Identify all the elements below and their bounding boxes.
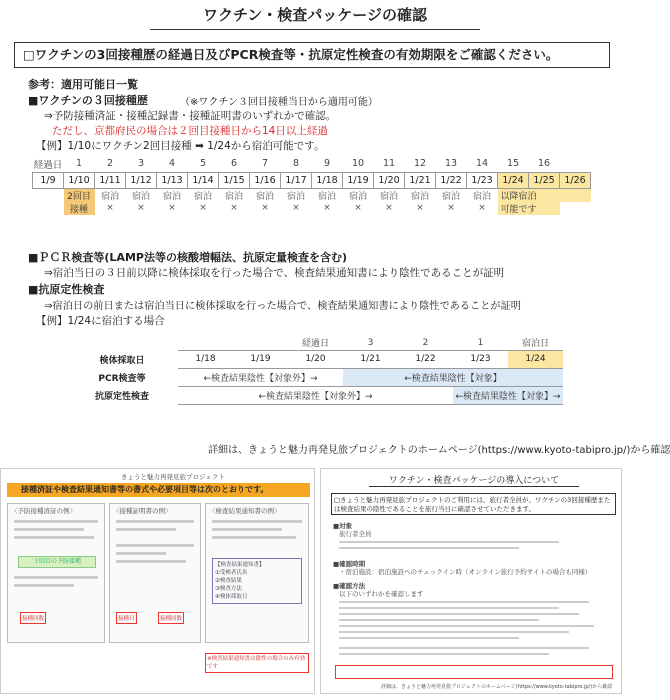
day-number: 1: [75, 158, 83, 170]
status-x: ×: [199, 203, 207, 213]
status-cell: 宿泊: [410, 191, 429, 202]
status-x: ×: [292, 203, 300, 213]
status-cell: 宿泊: [348, 191, 367, 202]
antigen-heading: ■抗原定性検査: [28, 283, 105, 296]
antigen-desc: ⇒宿泊日の前日または宿泊当日に検体採取を行った場合で、検査結果通知書により陰性であることが証明: [44, 301, 521, 312]
dose-date-note: 接種日: [116, 612, 137, 624]
doc-right-footer: 詳細は、きょうと魅力再発見旅プロジェクトのホームページ(https://www.kyoto-tabipro.jp/)から確認: [381, 684, 613, 690]
status-cell: 宿泊: [100, 191, 119, 202]
dose3-badge: ３回目の予防接種: [18, 556, 96, 568]
date-cell: 1/17: [281, 172, 312, 188]
date-cell: 1/16: [250, 172, 281, 188]
status-cell: 宿泊: [255, 191, 274, 202]
day-number: 11: [382, 158, 396, 170]
status-dose2-b: 接種: [64, 202, 95, 215]
vax-day-row: [33, 156, 591, 172]
doc-left-thumbnail: [0, 468, 315, 694]
day-number: 12: [413, 158, 427, 170]
date-cell: 1/13: [157, 172, 188, 188]
vax-note: （※ワクチン３回目接種当日から適用可能）: [180, 97, 378, 108]
section-timing-text: ・宿泊施設：宿泊施設へのチェックイン時（オンライン旅行予約サイトの場合も同様）: [339, 568, 592, 576]
elapsed-num: 1: [477, 337, 484, 348]
pcr-sample-row: [66, 350, 563, 368]
status-cell: 宿泊: [162, 191, 181, 202]
pcr-out: ←検査結果陰性【対象外】→: [178, 368, 343, 386]
day-number: 10: [351, 158, 365, 170]
status-dose2: 2回目: [64, 188, 95, 202]
sample-date: 1/23: [453, 350, 508, 368]
vax-date-table: [32, 156, 591, 215]
status-cell: 宿泊: [472, 191, 491, 202]
date-cell: 1/14: [188, 172, 219, 188]
sample-date: 1/19: [233, 350, 288, 368]
section-method-text: 以下のいずれかを確認します: [339, 590, 424, 598]
day-number: 4: [168, 158, 176, 170]
pcr-table: [66, 336, 563, 405]
status-cell: 宿泊: [193, 191, 212, 202]
day-number: 7: [261, 158, 269, 170]
date-cell: 1/12: [126, 172, 157, 188]
status-ok-b: 可能です: [498, 202, 560, 215]
vax-kyoto-note: ただし、京都府民の場合は２回目接種日から14日以上経過: [52, 125, 328, 137]
dose-count-note2: 接種回数: [158, 612, 184, 624]
status-x: ×: [137, 203, 145, 213]
pcr-heading: ■ＰＣＲ検査等(LAMP法等の核酸増幅法、抗原定量検査を含む): [28, 251, 347, 264]
date-cell: 1/23: [467, 172, 498, 188]
day-number: 8: [292, 158, 300, 170]
doc-left-bar: 接種済証や検査結果通知書等の書式や必要項目等は次のとおりです。: [7, 483, 310, 497]
sample-date: 1/18: [178, 350, 233, 368]
notice-box: □ワクチンの3回接種歴の経過日及びPCR検査等・抗原定性検査の有効期限をご確認ください。: [14, 42, 610, 68]
section-target: ■対象: [333, 522, 353, 530]
antigen-result-row: [66, 386, 563, 404]
sample-date: 1/24: [508, 350, 563, 368]
section-method: ■確認方法: [333, 582, 366, 590]
pcr-desc: ⇒宿泊当日の３日前以降に検体採取を行った場合で、検査結果通知書により陰性であることが証明: [44, 267, 505, 279]
vax-status-row: [33, 188, 591, 202]
vax-status-row2: [33, 202, 591, 215]
day-number: 14: [475, 158, 489, 170]
date-cell: 1/19: [343, 172, 374, 188]
negative-only-note: ※検査結果通知書は陰性の場合のみ有効です: [205, 653, 309, 673]
sample-date: 1/21: [343, 350, 398, 368]
vax-confirm: ⇒予防接種済証・接種記録書・接種証明書のいずれかで確認。: [44, 110, 337, 122]
pcr-result-row: [66, 368, 563, 386]
field-result: ②検査結果: [215, 578, 242, 584]
elapsed-num: 3: [367, 337, 374, 348]
field-method: ③検査方法: [215, 586, 242, 592]
dose-count-note: 接種回数: [20, 612, 46, 624]
day-number: 5: [199, 158, 207, 170]
more-info-text: 詳細は、きょうと魅力再発見旅プロジェクトのホームページ(https://www.kyoto-tabipro.jp/)から確認: [208, 445, 670, 456]
vax-days-label: 経過日: [33, 159, 63, 171]
sample-date: 1/22: [398, 350, 453, 368]
vax-example: 【例】1/10にワクチン2回目接種 ➡ 1/24から宿泊可能です。: [36, 140, 325, 152]
status-x: ×: [261, 203, 269, 213]
day-number: 15: [506, 158, 520, 170]
doc-right-thumbnail: [320, 468, 622, 694]
stay-day-label: 宿泊日: [521, 339, 549, 350]
section-timing: ■確認時期: [333, 560, 366, 568]
date-cell: 1/10: [64, 172, 95, 188]
test-result-fields: [212, 558, 302, 604]
status-x: ×: [106, 203, 114, 213]
row-antigen-label: 抗原定性検査: [94, 391, 149, 402]
status-ok: 以降宿泊: [498, 188, 560, 202]
certificate-card: [109, 503, 201, 643]
row-pcr-label: PCR検査等: [98, 373, 146, 384]
row-sample-label: 検体採取日: [99, 355, 145, 366]
date-cell: 1/11: [95, 172, 126, 188]
doc-left-header: きょうと魅力再発見旅プロジェクト: [121, 473, 225, 481]
day-number: 6: [230, 158, 238, 170]
field-name: ①受検者氏名: [215, 570, 248, 576]
date-cell: 1/22: [436, 172, 467, 188]
reference-heading: 参考：適用可能日一覧: [28, 78, 138, 91]
doc-right-title: ワクチン・検査パッケージの導入について: [369, 473, 579, 487]
status-cell: 宿泊: [286, 191, 305, 202]
status-x: ×: [230, 203, 238, 213]
status-cell: 宿泊: [317, 191, 336, 202]
date-cell: 1/25: [529, 172, 560, 188]
status-x: ×: [447, 203, 455, 213]
date-cell: 1/15: [219, 172, 250, 188]
pcr-example: 【例】1/24に宿泊する場合: [36, 315, 165, 327]
day-number: 3: [137, 158, 145, 170]
status-cell: 宿泊: [224, 191, 243, 202]
date-cell: 1/21: [405, 172, 436, 188]
date-cell: 1/24: [498, 172, 529, 188]
day-number: 16: [537, 158, 551, 170]
status-x: ×: [416, 203, 424, 213]
status-x: ×: [168, 203, 176, 213]
status-cell: 宿泊: [379, 191, 398, 202]
date-cell: 1/20: [374, 172, 405, 188]
status-x: ×: [323, 203, 331, 213]
field-title: 【検査結果通知書】: [215, 562, 265, 568]
status-x: ×: [385, 203, 393, 213]
day-number: 2: [106, 158, 114, 170]
doc-right-red-note: [335, 665, 613, 679]
page-title: ワクチン・検査パッケージの確認: [150, 4, 480, 30]
day-number: 9: [323, 158, 331, 170]
status-x: ×: [478, 203, 486, 213]
date-cell: 1/9: [33, 172, 64, 188]
day-number: 13: [444, 158, 458, 170]
pcr-in: ←検査結果陰性【対象】: [343, 368, 563, 386]
card2-title: 〈接種証明書の例〉: [113, 507, 172, 515]
elapsed-num: 2: [422, 337, 429, 348]
vax-heading: ■ワクチンの３回接種歴: [28, 94, 148, 107]
antigen-in: ←検査結果陰性【対象】→: [453, 386, 563, 404]
antigen-out: ←検査結果陰性【対象外】→: [178, 386, 453, 404]
status-cell: 宿泊: [441, 191, 460, 202]
status-x: ×: [354, 203, 362, 213]
vaccination-card: [7, 503, 105, 643]
card1-title: 〈予防接種済証の例〉: [11, 507, 76, 515]
sample-date: 1/20: [288, 350, 343, 368]
elapsed-label: 経過日: [301, 339, 329, 350]
test-result-card: [205, 503, 309, 643]
doc-right-box: □きょうと魅力再発見旅プロジェクトのご利用には、旅行者全員が、ワクチンの3回接種歴または検査結果の陰性であることを旅行当日に確認させていただきます。: [331, 493, 616, 515]
status-cell: 宿泊: [131, 191, 150, 202]
section-target-text: 旅行者全員: [339, 530, 372, 538]
card3-title: 〈検査結果通知書の例〉: [209, 507, 281, 515]
vax-dates-row: [33, 172, 591, 188]
pcr-elapsed-row: [66, 336, 563, 350]
date-cell: 1/18: [312, 172, 343, 188]
field-date: ④検体採取日: [215, 594, 248, 600]
date-cell: 1/26: [560, 172, 591, 188]
